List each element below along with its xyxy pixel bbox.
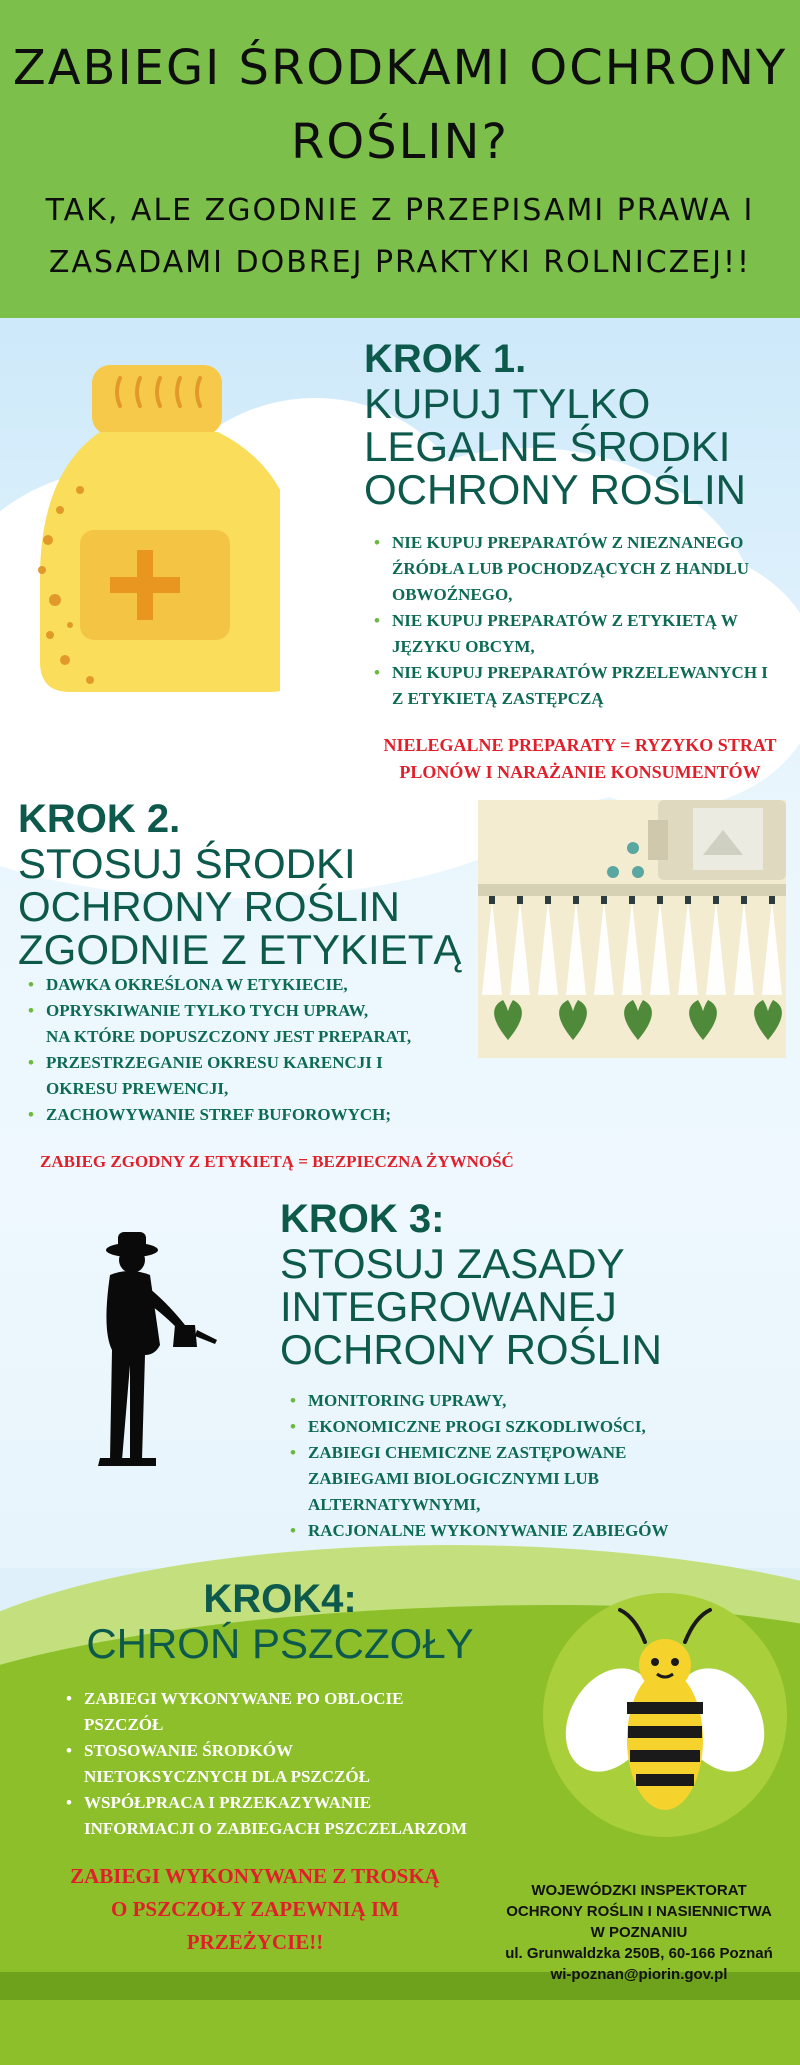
list-item: • NIE KUPUJ PREPARATÓW PRZELEWANYCH I Z ETYKIETĄ ZASTĘPCZĄ — [392, 660, 800, 712]
page-title-line2: ROŚLIN? — [291, 114, 509, 170]
footer-org-line3: W POZNANIU — [590, 1924, 688, 1941]
footer-org-line1: WOJEWÓDZKI INSPEKTORAT — [531, 1882, 747, 1899]
list-item: • ZABIEGI CHEMICZNE ZASTĘPOWANE ZABIEGAMI BIOLOGICZNYMI LUB ALTERNATYWNYMI, — [308, 1440, 778, 1518]
sprayer-illustration — [478, 800, 786, 1058]
farmer-silhouette-icon — [70, 1230, 220, 1490]
bee-icon — [540, 1590, 790, 1840]
step1-list — [370, 530, 800, 712]
step1-label: KROK 1. — [364, 337, 527, 381]
list-item: • RACJONALNE WYKONYWANIE ZABIEGÓW — [308, 1518, 778, 1570]
step4-title: CHROŃ PSZCZOŁY — [86, 1620, 474, 1667]
step1-title-line3: OCHRONY ROŚLIN — [364, 466, 746, 513]
page-subtitle-line1: TAK, ALE ZGODNIE Z PRZEPISAMI PRAWA I — [45, 193, 755, 228]
step4-warning: ZABIEGI WYKONYWANE Z TROSKĄ O PSZCZOŁY ZAPEWNIĄ IM PRZEŻYCIE!! — [70, 1864, 440, 1954]
footer-org-line2: OCHRONY ROŚLIN I NASIENNICTWA — [506, 1903, 772, 1920]
step1-heading — [364, 336, 746, 511]
footer-contact — [478, 1880, 800, 1985]
list-item: • NIE KUPUJ PREPARATÓW Z NIEZNANEGO ŹRÓDŁA LUB POCHODZĄCYCH Z HANDLU OBWOŹNEGO, — [392, 530, 800, 608]
footer-email[interactable]: wi-poznan@piorin.gov.pl — [550, 1966, 728, 1983]
footer-address: ul. Grunwaldzka 250B, 60-166 Poznań — [505, 1945, 773, 1962]
list-item: • ZACHOWYWANIE STREF BUFOROWYCH; — [46, 1102, 486, 1128]
step2-title-line3: ZGODNIE Z ETYKIETĄ — [18, 926, 462, 973]
step3-list — [286, 1388, 778, 1570]
list-item: • EKONOMICZNE PROGI SZKODLIWOŚCI, — [308, 1414, 778, 1440]
step3-title-line1: STOSUJ ZASADY — [280, 1240, 625, 1287]
step4-heading — [0, 1576, 560, 1665]
step1-warning: NIELEGALNE PREPARATY = RYZYKO STRAT PLONÓW I NARAŻANIE KONSUMENTÓW — [383, 735, 777, 782]
step1-title-line2: LEGALNE ŚRODKI — [364, 423, 731, 470]
list-item: • MONITORING UPRAWY, — [308, 1388, 778, 1414]
page-subtitle-line2: ZASADAMI DOBREJ PRAKTYKI ROLNICZEJ!! — [48, 245, 752, 280]
step3-label: KROK 3: — [280, 1197, 445, 1241]
list-item: • STOSOWANIE ŚRODKÓW NIETOKSYCZNYCH DLA PSZCZÓŁ — [84, 1738, 504, 1790]
step4-label: KROK4: — [203, 1577, 357, 1621]
list-item: • NIE KUPUJ PREPARATÓW Z ETYKIETĄ W JĘZYKU OBCYM, — [392, 608, 800, 660]
list-item: • OPRYSKIWANIE TYLKO TYCH UPRAW, NA KTÓRE DOPUSZCZONY JEST PREPARAT, — [46, 998, 486, 1050]
list-item: • WSPÓŁPRACA I PRZEKAZYWANIE INFORMACJI O ZABIEGACH PSZCZELARZOM — [84, 1790, 504, 1842]
bottle-icon — [30, 360, 280, 700]
step1-title-line1: KUPUJ TYLKO — [364, 380, 651, 427]
step2-heading — [18, 796, 461, 971]
step2-warning: ZABIEG ZGODNY Z ETYKIETĄ = BEZPIECZNA ŻYWNOŚĆ — [40, 1152, 514, 1171]
step4-list — [62, 1686, 504, 1842]
list-item: • ZABIEGI WYKONYWANE PO OBLOCIE PSZCZÓŁ — [84, 1686, 504, 1738]
step3-title-line3: OCHRONY ROŚLIN — [280, 1326, 662, 1373]
list-item: • DAWKA OKREŚLONA W ETYKIECIE, — [46, 972, 486, 998]
step2-title-line1: STOSUJ ŚRODKI — [18, 840, 356, 887]
step2-list — [24, 972, 486, 1128]
header-banner — [0, 0, 800, 318]
step3-heading — [280, 1196, 662, 1371]
step2-label: KROK 2. — [18, 797, 181, 841]
step3-title-line2: INTEGROWANEJ — [280, 1283, 617, 1330]
list-item: • PRZESTRZEGANIE OKRESU KARENCJI I OKRESU PREWENCJI, — [46, 1050, 486, 1102]
step2-title-line2: OCHRONY ROŚLIN — [18, 883, 400, 930]
page-title-line1: ZABIEGI ŚRODKAMI OCHRONY — [12, 40, 788, 96]
